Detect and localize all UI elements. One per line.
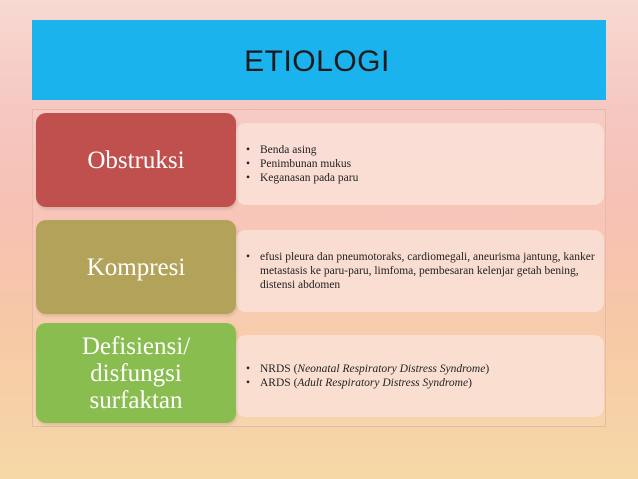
list-item: • Benda asing (246, 143, 358, 157)
slide-title: ETIOLOGI (244, 45, 390, 78)
tile-label: Kompresi (86, 253, 186, 281)
title-bar (32, 20, 606, 100)
list-surfaktan (236, 362, 489, 390)
tile-label: Defisiensi/ disfungsi surfaktan (81, 332, 191, 414)
row-kompresi (36, 220, 606, 314)
detail-surfaktan (236, 335, 604, 417)
list-item: • efusi pleura dan pneumotoraks, cardiomegali, aneurisma jantung, kanker metastasis ke paru-paru, limfoma, pembesaran kelenjar getah bening, distensi abdomen (246, 250, 604, 292)
list-item: • Penimbunan mukus (246, 157, 358, 171)
tile-kompresi (36, 220, 236, 314)
tile-label: Obstruksi (87, 146, 185, 174)
list-obstruksi (236, 143, 358, 185)
list-item: • NRDS (Neonatal Respiratory Distress Syndrome) (246, 362, 489, 376)
row-obstruksi (36, 113, 606, 207)
list-item: • ARDS (Adult Respiratory Distress Syndrome) (246, 376, 489, 390)
detail-obstruksi (236, 123, 604, 205)
tile-obstruksi (36, 113, 236, 207)
detail-kompresi (236, 230, 604, 312)
row-surfaktan (36, 323, 606, 423)
list-item: • Keganasan pada paru (246, 171, 358, 185)
tile-surfaktan (36, 323, 236, 423)
list-kompresi (236, 250, 604, 292)
